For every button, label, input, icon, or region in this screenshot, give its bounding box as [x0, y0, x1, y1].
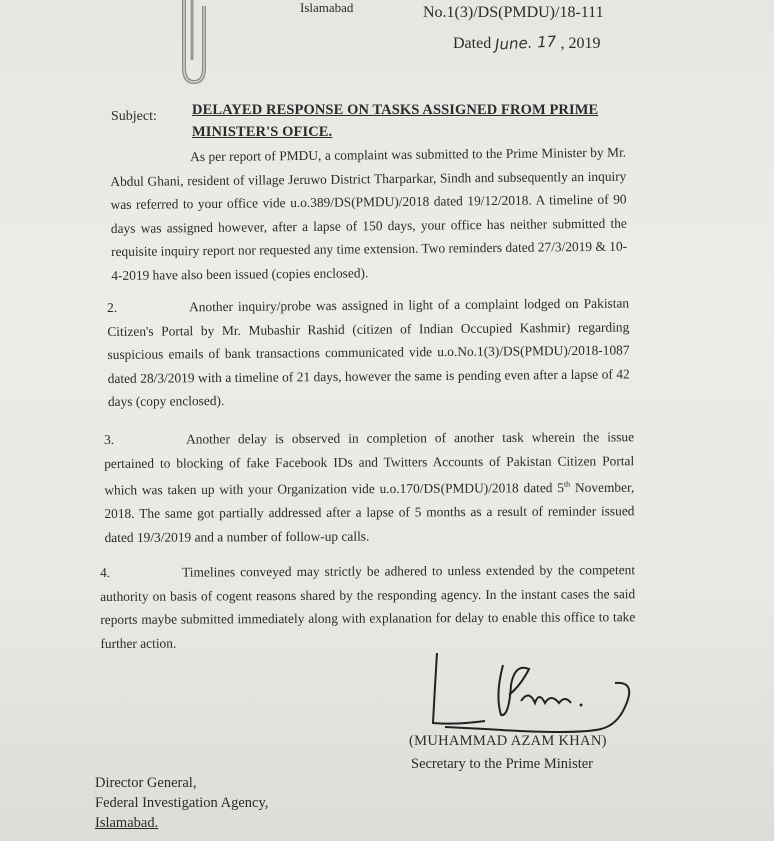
paragraph-3 [104, 425, 635, 549]
paragraph-4-number: 4. [100, 564, 111, 580]
city-label: Islamabad [300, 0, 354, 15]
paragraph-3-text-a: Another delay is observed in completion of another task wherein the issue pertained to blocking of fake Facebook IDs and Twitters Accounts of Pakistan Citizen Portal which was taken up with your Organization vide u.o.170/DS(PMDU)/2018 dated 5 [104, 429, 635, 498]
subject-label: Subject: [111, 109, 157, 124]
paragraph-3-number: 3. [104, 431, 115, 447]
paragraph-2-text: Another inquiry/probe was assigned in light of a complaint lodged on Pakistan Citizen's Portal by Mr. Mubashir Rashid (citizen of Indian Occupied Kashmir) regarding suspicious emails of bank transactions communicated vide u.o.No.1(3)/DS(PMDU)/2018-1087 dated 28/3/2019 with a timeline of 21 days, however the same is pending even after a lapse of 42 days (copy enclosed). [107, 295, 630, 410]
dated-year: , 2019 [560, 35, 601, 52]
paragraph-1 [110, 141, 627, 288]
paper-clip-icon [170, 0, 230, 90]
signatory-name: (MUHAMMAD AZAM KHAN) [409, 733, 607, 749]
paragraph-2 [107, 291, 630, 414]
paragraph-1-text: As per report of PMDU, a complaint was submitted to the Prime Minister by Mr. Abdul Ghani, resident of village Jeruwo District Tharparkar, Sindh and subsequently an inquiry was referred to your office vide u.o.389/DS(PMDU)/2018 dated 19/12/2018. A timeline of 90 days was assigned however, after a lapse of 150 days, your office has neither submitted the requisite inquiry report nor requested any time extension. Two reminders dated 27/3/2019 & 10-4-2019 have also been issued (copies enclosed). [110, 144, 628, 283]
paragraph-indent [110, 161, 190, 162]
paragraph-4 [100, 558, 635, 655]
reference-number: No.1(3)/DS(PMDU)/18-111 [423, 4, 604, 21]
paragraph-3-superscript: th [563, 479, 571, 489]
addressee-line-1: Director General, [95, 775, 197, 791]
addressee-line-2: Federal Investigation Agency, [95, 795, 269, 811]
paragraph-4-text: Timelines conveyed may strictly be adhered to unless extended by the competent authority on basis of cogent reasons shared by the responding agency. In the instant cases the said reports maybe submitted immediately along with explanation for delay to enable this office to take further action. [100, 562, 636, 651]
dated-label: Dated [453, 35, 492, 52]
addressee-line-3: Islamabad. [95, 815, 159, 831]
handwritten-signature [425, 645, 665, 740]
paragraph-3-text-b: November, 2018. The same got partially addressed after a lapse of 5 months as a result of reminder issued dated 19/3/2019 and a number of follow-up calls. [104, 479, 635, 545]
dated-handwritten: June. 17 [494, 32, 557, 54]
date-line [453, 34, 601, 53]
subject-text: DELAYED RESPONSE ON TASKS ASSIGNED FROM PRIME MINISTER'S OFICE. [192, 102, 599, 140]
signatory-title: Secretary to the Prime Minister [411, 756, 594, 772]
paragraph-2-number: 2. [107, 299, 118, 315]
